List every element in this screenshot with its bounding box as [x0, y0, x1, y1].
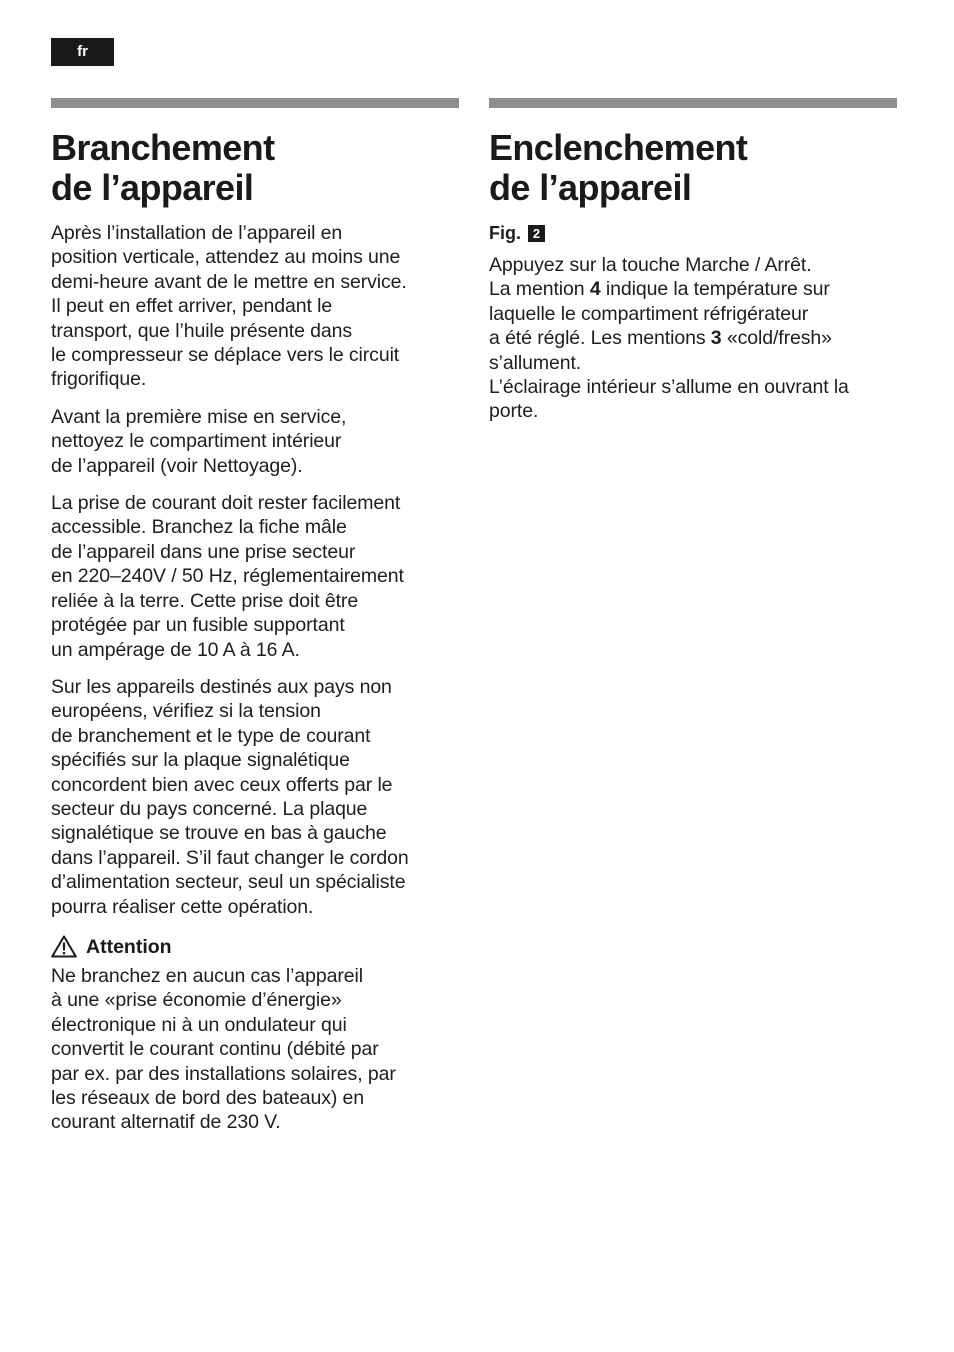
paragraph-non-european: Sur les appareils destinés aux pays non européens, vérifiez si la tension de branchement et le type de courant spécifiés sur la plaque signalétique concordent bien avec ceux offerts par le secteur du pays concerné. La plaque signalétique se trouve en bas à gauche dans l’appareil. S’il faut changer le cordon d’alimentation secteur, seul un spécialiste pourra réaliser cette opération. [51, 675, 409, 918]
section-title: Branchement de l’appareil [51, 127, 275, 208]
fig-number-badge: 2 [528, 225, 545, 242]
section-title: Enclenchement de l’appareil [489, 127, 748, 208]
language-tag: fr [51, 38, 114, 66]
fig-label: Fig. [489, 223, 521, 243]
warning-triangle-icon [51, 935, 77, 958]
section-enclenchement [489, 98, 897, 424]
callout-number: 4 [589, 278, 601, 301]
paragraph-switch-on: Appuyez sur la touche Marche / Arrêt. La mention 4 indique la température sur laquelle le compartiment réfrigérateur a été réglé. Les mentions 3 «cold/fresh» s’allument. L’éclairage intérieur s’allume en ouvrant la porte. [489, 254, 849, 423]
paragraph-installation: Après l’installation de l’appareil en position verticale, attendez au moins une demi-heure avant de le mettre en service. Il peut en effet arriver, pendant le transport, que l’huile présente dans le compresseur se déplace vers le circuit frigorifique. [51, 222, 407, 391]
attention-heading [51, 934, 459, 960]
section-branchement [51, 98, 459, 1135]
paragraph-cleaning: Avant la première mise en service, nettoyez le compartiment intérieur de l’appareil (voir Nettoyage). [51, 405, 347, 477]
section-rule [51, 98, 459, 108]
section-rule [489, 98, 897, 108]
callout-number: 3 [710, 327, 722, 350]
paragraph-socket: La prise de courant doit rester facilement accessible. Branchez la fiche mâle de l’appareil dans une prise secteur en 220–240V / 50 Hz, réglementairement reliée à la terre. Cette prise doit être protégée par un fusible supportant un ampérage de 10 A à 16 A. [51, 492, 404, 661]
attention-text: Ne branchez en aucun cas l’appareil à une «prise économie d’énergie» électronique ni à un ondulateur qui convertit le courant continu (débité par par ex. par des installations solaires, par les réseaux de bord des bateaux) en courant alternatif de 230 V. [51, 964, 396, 1134]
figure-reference [489, 222, 897, 244]
attention-label: Attention [86, 935, 172, 958]
